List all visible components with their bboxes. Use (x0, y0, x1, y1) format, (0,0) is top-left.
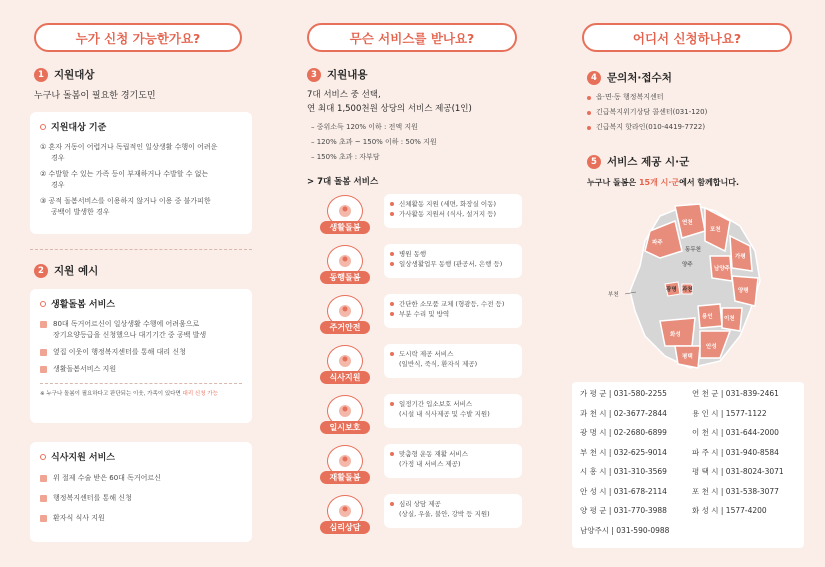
section-title: 지원대상 (54, 69, 95, 81)
service-label: 심리상담 (320, 521, 370, 534)
directory-entry: 남양주시 | 031-590-0988 (580, 525, 670, 535)
regions-desc: 누구나 돌봄은 15개 시·군에서 함께합니다. (587, 178, 740, 187)
service-desc-line: 신체활동 지원 (세면, 화장실 이동) (399, 200, 497, 208)
directory-entry: 광 명 시 | 02-2680-6899 (580, 428, 667, 437)
directory-entry: 부 천 시 | 032-625-9014 (580, 447, 667, 457)
directory-entry: 양 평 군 | 031-770-3988 (580, 506, 667, 515)
circle-bullet-icon (40, 301, 46, 307)
example-step: 환자식 식사 지원 (40, 513, 242, 524)
service-label: 식사지원 (320, 371, 370, 384)
directory-box (572, 382, 804, 548)
example-note: ※ 누구나 돌봄이 필요하다고 판단되는 이웃, 가족이 있다면 대리 신청 가능 (40, 391, 218, 397)
service-desc-line: (일반식, 죽식, 환자식 제공) (399, 360, 478, 368)
directory-entry: 평 택 시 | 031-8024-3071 (692, 467, 784, 476)
target-desc: 누구나 돌봄이 필요한 경기도민 (34, 91, 156, 101)
service-item (320, 245, 370, 291)
gyeonggi-map (608, 196, 770, 376)
service-item (320, 395, 370, 441)
service-desc (384, 244, 522, 278)
section-regions: 5 서비스 제공 시·군 (587, 154, 689, 169)
income-rule: – 150% 초과 : 자부담 (311, 153, 380, 161)
service-label: 주거안전 (320, 321, 370, 334)
map-label: 양평 (738, 288, 749, 294)
service-desc (384, 494, 522, 528)
map-region (645, 221, 682, 258)
criteria-title: 지원대상 기준 (40, 120, 242, 133)
map-label: 과천 (682, 287, 693, 293)
service-label: 생활돌봄 (320, 221, 370, 234)
directory-entry: 가 평 군 | 031-580-2255 (580, 389, 667, 398)
directory-entry: 안 성 시 | 031-678-2114 (580, 486, 667, 496)
directory-row (580, 505, 767, 516)
where-pill: 어디서 신청하나요? (582, 23, 792, 52)
directory-row (580, 388, 779, 399)
map-label: 이천 (724, 316, 735, 322)
section-target (34, 67, 95, 82)
service-desc-line: 도시락 제공 서비스 (399, 350, 454, 358)
service-item (320, 495, 370, 541)
map-label: 포천 (710, 227, 721, 233)
map-label: 평택 (682, 354, 693, 360)
service-item (320, 295, 370, 341)
example-step: 생활돌봄서비스 지원 (40, 364, 242, 375)
service-desc-line: 일정기간 입소보호 서비스 (399, 400, 473, 408)
section-contacts: 4 문의처·접수처 (587, 70, 672, 85)
criteria-card: 지원대상 기준 ① 혼자 거동이 어렵거나 독립적인 일상생활 수행이 어려운 경우 ② 수발할 수 있는 가족 등이 부재하거나 수발할 수 없는 경우 ③ 공적 돌봄서비스를 이용하지 않거나 이용 중 불가피한 공백이 발생한 경우 (30, 112, 252, 234)
who-pill: 누가 신청 가능한가요? (34, 23, 242, 52)
circle-bullet-icon (40, 454, 46, 460)
example-living-card: 생활돌봄 서비스 80대 독거어르신이 일상생활 수행에 어려움으로 장기요양등급을 신청했으나 대기기간 중 공백 발생 옆집 이웃이 행정복지센터를 통해 대리 신청 생활돌봄서비스 지원 ※ 누구나 돌봄이 필요하다고 판단되는 이웃, 가족이 있다면 대리 신청 가능 (30, 289, 252, 423)
service-desc-line: 가사활동 지원서 (식사, 설거지 등) (399, 210, 497, 218)
service-desc-line: (가정 내 서비스 제공) (399, 460, 461, 468)
directory-entry: 화 성 시 | 1577-4200 (692, 506, 767, 515)
service-desc (384, 194, 522, 228)
service-desc (384, 444, 522, 478)
map-label: 파주 (652, 240, 663, 246)
criteria-item: ③ 공적 돌봄서비스를 이용하지 않거나 이용 중 불가피한 (40, 197, 211, 205)
service-desc-line: (시설 내 식사제공 및 수발 지원) (399, 410, 490, 418)
example-step: 옆집 이웃이 행정복지센터를 통해 대리 신청 (40, 347, 242, 358)
map-label: 양주 (682, 262, 693, 268)
service-desc (384, 344, 522, 378)
directory-entry: 시 흥 시 | 031-310-3569 (580, 467, 667, 476)
directory-entry: 파 주 시 | 031-940-8584 (692, 447, 779, 457)
map-label: 광명 (666, 287, 677, 293)
service-desc-line: (상실, 우울, 불안, 강박 등 지원) (399, 510, 490, 518)
map-label: 연천 (682, 220, 693, 226)
criteria-item: ① 혼자 거동이 어렵거나 독립적인 일상생활 수행이 어려운 (40, 143, 218, 151)
service-item (320, 345, 370, 391)
section-number: 1 (34, 68, 48, 82)
contact-item: 긴급복지 핫라인(010-4419-7722) (587, 122, 707, 133)
contact-list (587, 92, 707, 133)
section-content: 3 지원내용 (307, 67, 368, 82)
divider (30, 249, 252, 250)
directory-entry: 이 천 시 | 031-644-2000 (692, 428, 779, 437)
service-desc (384, 394, 522, 428)
contact-item: 읍·면·동 행정복지센터 (587, 92, 707, 103)
service-label: 재활돌봄 (320, 471, 370, 484)
service-desc-line: 병원 동행 (399, 250, 427, 258)
column-who (0, 0, 275, 567)
map-label: 화성 (670, 332, 681, 338)
section-examples: 2 지원 예시 (34, 263, 98, 278)
content-line-1: 7대 서비스 중 선택, (307, 90, 381, 100)
map-label: 가평 (735, 254, 746, 260)
service-desc-line: 간단한 소모품 교체 (형광등, 수전 등) (399, 300, 505, 308)
directory-row (580, 408, 767, 419)
services-subtitle: > 7대 돌봄 서비스 (307, 177, 379, 187)
directory-entry: 용 인 시 | 1577-1122 (692, 408, 767, 418)
directory-row (580, 427, 779, 438)
income-rule: – 중위소득 120% 이하 : 전액 지원 (311, 123, 418, 131)
service-desc (384, 294, 522, 328)
example-step: 80대 독거어르신이 일상생활 수행에 어려움으로 (40, 319, 242, 330)
service-item (320, 445, 370, 491)
example-meal-card: 식사지원 서비스 위 절제 수술 받은 60대 독거어르신 행정복지센터를 통해 신청 환자식 식사 지원 (30, 442, 252, 542)
service-desc-line: 일상생활업무 동행 (관공서, 은행 등) (399, 260, 503, 268)
directory-row (580, 447, 779, 458)
content-line-2: 연 최대 1,500천원 상당의 서비스 제공(1인) (307, 104, 472, 114)
map-label: 안성 (706, 344, 717, 350)
service-desc-line: 부분 수리 및 방역 (399, 310, 450, 318)
directory-entry: 연 천 군 | 031-839-2461 (692, 389, 779, 398)
criteria-item: ② 수발할 수 있는 가족 등이 부재하거나 수발할 수 없는 (40, 170, 209, 178)
directory-row (580, 486, 779, 497)
example-step: 위 절제 수술 받은 60대 독거어르신 (40, 473, 242, 484)
map-label: 동두천 (685, 247, 701, 253)
service-label: 동행돌봄 (320, 271, 370, 284)
example-step: 행정복지센터를 통해 신청 (40, 493, 242, 504)
income-rule: – 120% 초과 ~ 150% 이하 : 50% 지원 (311, 138, 437, 146)
directory-row (580, 466, 784, 477)
directory-entry: 과 천 시 | 02-3677-2844 (580, 408, 667, 418)
contact-item: 긴급복지위기상담 콜센터(031-120) (587, 107, 707, 118)
map-label: 용인 (702, 314, 713, 320)
service-desc-line: 심리 상담 제공 (399, 500, 441, 508)
service-item (320, 195, 370, 241)
map-label: 남양주 (714, 266, 730, 272)
column-services (275, 0, 550, 567)
circle-bullet-icon (40, 124, 46, 130)
directory-entry: 포 천 시 | 031-538-3077 (692, 486, 779, 496)
services-pill: 무슨 서비스를 받나요? (307, 23, 517, 52)
directory-row (580, 525, 692, 536)
map-label: 부천 (608, 292, 619, 298)
service-desc-line: 맞춤형 운동 재활 서비스 (399, 450, 468, 458)
service-label: 일시보호 (320, 421, 370, 434)
